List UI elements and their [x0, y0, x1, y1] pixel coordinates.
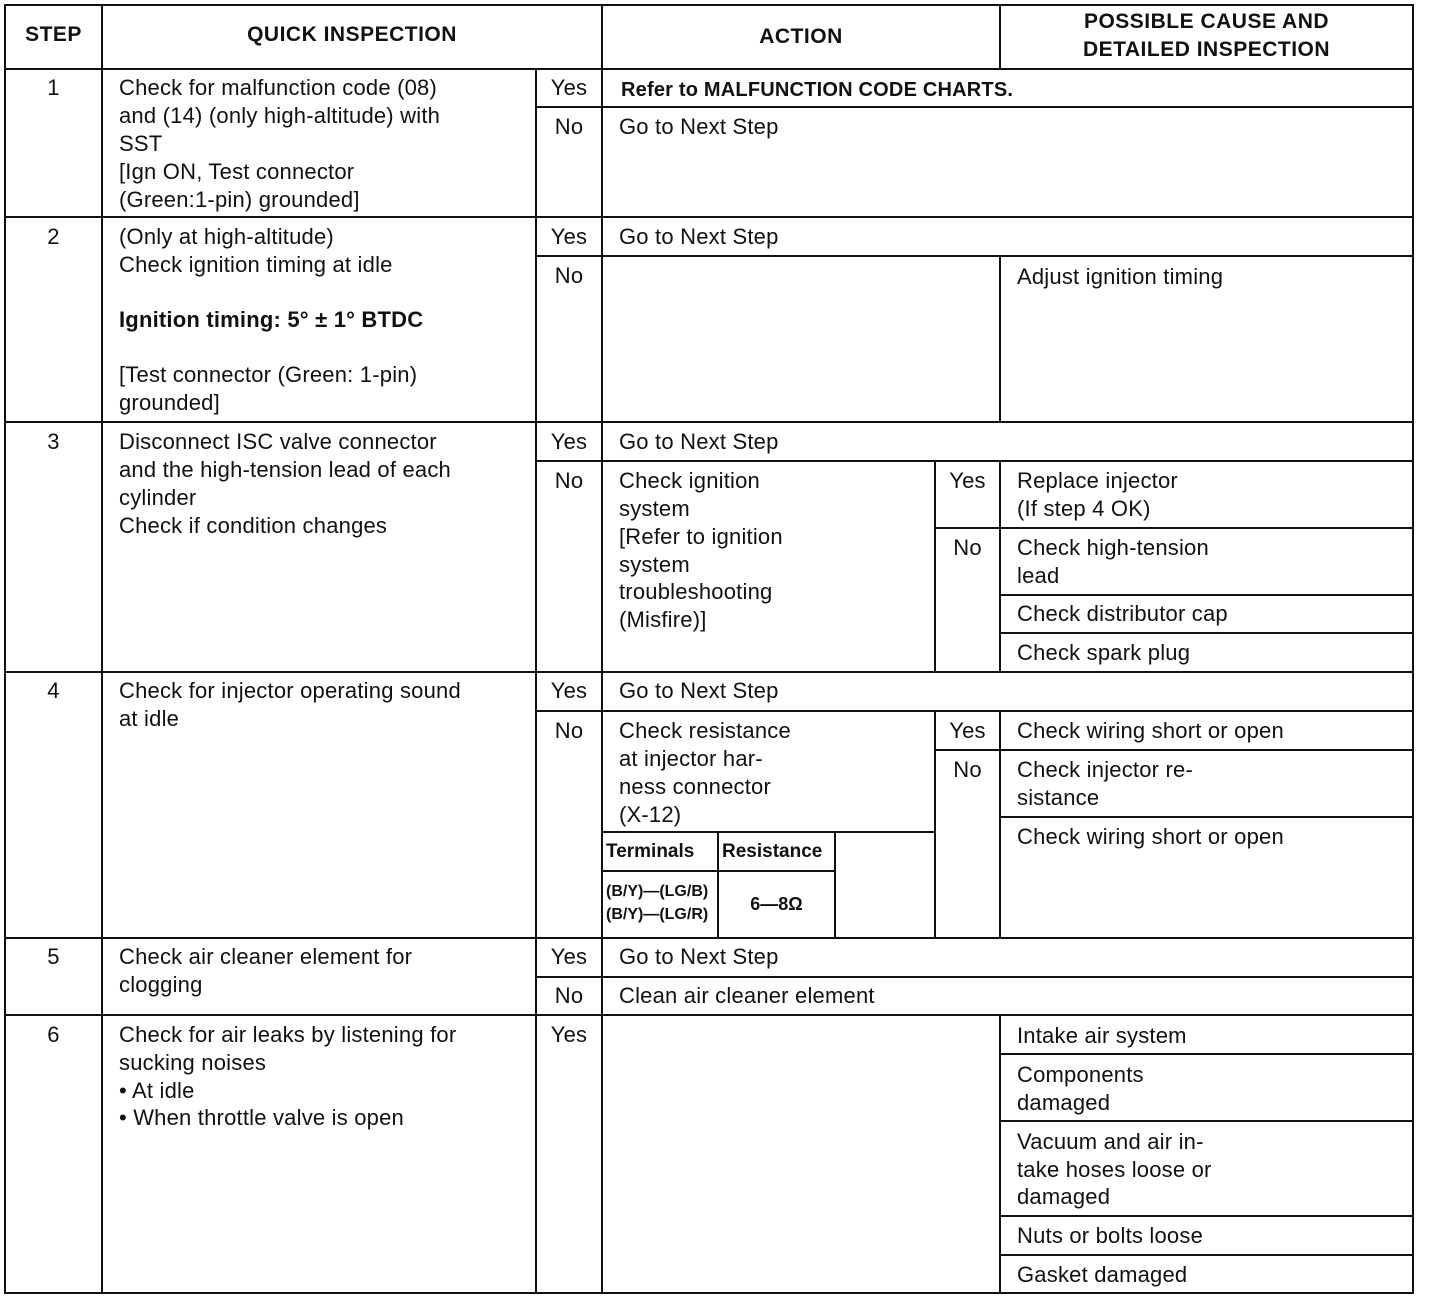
step-number: 4 [47, 678, 60, 703]
cause-text: Adjust ignition timing [1017, 264, 1224, 289]
row-divider [535, 106, 1414, 108]
inspection-line: • At idle [119, 1078, 195, 1103]
row-divider [4, 421, 1414, 423]
header-quick-inspection: QUICK INSPECTION [247, 23, 457, 46]
row-divider [535, 255, 1414, 257]
header-cause-line-2: DETAILED INSPECTION [1082, 38, 1331, 61]
mini-table-terminal: (B/Y)—(LG/R) [606, 906, 709, 923]
action-text: at injector har- [619, 746, 763, 771]
col-divider [934, 711, 936, 938]
step-number: 2 [47, 224, 60, 249]
cause-text: Check wiring short or open [1017, 718, 1284, 743]
cause-text: Check wiring short or open [1017, 824, 1284, 849]
yes-label: Yes [550, 944, 588, 969]
row-divider [999, 816, 1414, 818]
action-text: system [619, 552, 690, 577]
row-divider [4, 671, 1414, 673]
inspection-line: Disconnect ISC valve connector [119, 429, 437, 454]
row-divider [535, 460, 1414, 462]
no-label: No [554, 468, 584, 493]
row-divider [4, 937, 1414, 939]
row-divider [4, 1014, 1414, 1016]
mini-table-header-terminals: Terminals [606, 841, 695, 862]
col-divider [999, 461, 1001, 672]
inspection-line: at idle [119, 706, 180, 731]
inspection-line: sucking noises [119, 1050, 267, 1075]
no-label: No [554, 983, 584, 1008]
step-number: 5 [47, 944, 60, 969]
cause-text: Intake air system [1017, 1023, 1187, 1048]
step-number: 6 [47, 1022, 60, 1047]
row-divider [999, 1120, 1414, 1122]
yes-label: Yes [550, 224, 588, 249]
inspection-line: [Ign ON, Test connector [119, 159, 355, 184]
yes-label: Yes [550, 75, 588, 100]
inspection-line: Check for malfunction code (08) [119, 75, 438, 100]
header-step: STEP [25, 23, 82, 46]
header-action: ACTION [759, 25, 843, 48]
action-text: Refer to MALFUNCTION CODE CHARTS. [621, 79, 1014, 101]
action-text: Go to Next Step [619, 429, 779, 454]
row-divider [999, 632, 1414, 634]
action-text: Go to Next Step [619, 114, 779, 139]
mini-table-header-resistance: Resistance [722, 841, 823, 862]
row-divider [4, 216, 1414, 218]
cause-text: Components [1017, 1062, 1144, 1087]
col-divider [999, 1015, 1001, 1294]
cause-text: Replace injector [1017, 468, 1178, 493]
row-divider [999, 1254, 1414, 1256]
mini-table-resistance: 6—8Ω [750, 894, 803, 914]
mini-table-line [834, 831, 836, 938]
header-cause-line-1: POSSIBLE CAUSE AND [1083, 10, 1330, 33]
no-label: No [554, 263, 584, 288]
cause-text: take hoses loose or [1017, 1157, 1212, 1182]
cause-text: Gasket damaged [1017, 1262, 1188, 1287]
cause-text: Vacuum and air in- [1017, 1129, 1204, 1154]
action-text: Go to Next Step [619, 678, 779, 703]
cause-text: Check injector re- [1017, 757, 1193, 782]
inspection-line: and (14) (only high-altitude) with [119, 103, 441, 128]
mini-table-terminal: (B/Y)—(LG/B) [606, 883, 709, 900]
inspection-line: Check ignition timing at idle [119, 252, 393, 277]
cause-text: (If step 4 OK) [1017, 496, 1151, 521]
ignition-spec: Ignition timing: 5° ± 1° BTDC [119, 307, 424, 332]
row-divider [535, 710, 1414, 712]
action-text: system [619, 496, 690, 521]
table-border-right [1412, 4, 1414, 1294]
cause-text: Check distributor cap [1017, 601, 1228, 626]
action-text: Go to Next Step [619, 944, 779, 969]
cause-text: lead [1017, 563, 1060, 588]
inspection-line: cylinder [119, 485, 197, 510]
action-text: ness connector [619, 774, 771, 799]
no-label: No [554, 718, 584, 743]
table-border-left [4, 4, 6, 1294]
action-text: (X-12) [619, 802, 682, 827]
yes-label: Yes [949, 718, 986, 743]
row-divider [4, 68, 1414, 70]
cause-text: sistance [1017, 785, 1100, 810]
inspection-note: grounded] [119, 390, 220, 415]
cause-text: Nuts or bolts loose [1017, 1223, 1203, 1248]
row-divider [999, 594, 1414, 596]
inspection-line: SST [119, 131, 163, 156]
action-text: troubleshooting [619, 579, 773, 604]
inspection-line: • When throttle valve is open [119, 1105, 404, 1130]
mini-table-line [601, 831, 936, 833]
inspection-line: Check air cleaner element for [119, 944, 413, 969]
action-text: Check resistance [619, 718, 791, 743]
row-divider [535, 976, 1414, 978]
cause-text: damaged [1017, 1184, 1111, 1209]
step-number: 1 [47, 75, 60, 100]
action-text: Check ignition [619, 468, 760, 493]
mini-table-line [717, 831, 719, 938]
yes-label: Yes [550, 429, 588, 454]
col-divider [999, 256, 1001, 422]
row-divider [999, 1053, 1414, 1055]
inspection-line: clogging [119, 972, 203, 997]
yes-label: Yes [550, 1022, 588, 1047]
inspection-line: Check if condition changes [119, 513, 388, 538]
inspection-line: Check for air leaks by listening for [119, 1022, 457, 1047]
inspection-line: (Green:1-pin) grounded] [119, 187, 360, 212]
table-border-bottom [4, 1292, 1414, 1294]
step-number: 3 [47, 429, 60, 454]
col-divider [101, 4, 103, 1294]
action-text: (Misfire)] [619, 607, 707, 632]
row-divider [934, 527, 1414, 529]
col-divider [601, 4, 603, 1294]
cause-text: Check high-tension [1017, 535, 1209, 560]
action-text: [Refer to ignition [619, 524, 783, 549]
no-label: No [953, 757, 982, 782]
col-divider [999, 711, 1001, 938]
row-divider [934, 749, 1414, 751]
inspection-line: (Only at high-altitude) [119, 224, 334, 249]
no-label: No [554, 114, 584, 139]
action-text: Clean air cleaner element [619, 983, 875, 1008]
inspection-note: [Test connector (Green: 1-pin) [119, 362, 418, 387]
table-border-top [4, 4, 1414, 6]
yes-label: Yes [949, 468, 986, 493]
cause-text: Check spark plug [1017, 640, 1191, 665]
action-text: Go to Next Step [619, 224, 779, 249]
cause-text: damaged [1017, 1090, 1111, 1115]
inspection-line: Check for injector operating sound [119, 678, 461, 703]
row-divider [999, 1215, 1414, 1217]
yes-label: Yes [550, 678, 588, 703]
inspection-line: and the high-tension lead of each [119, 457, 451, 482]
no-label: No [953, 535, 982, 560]
